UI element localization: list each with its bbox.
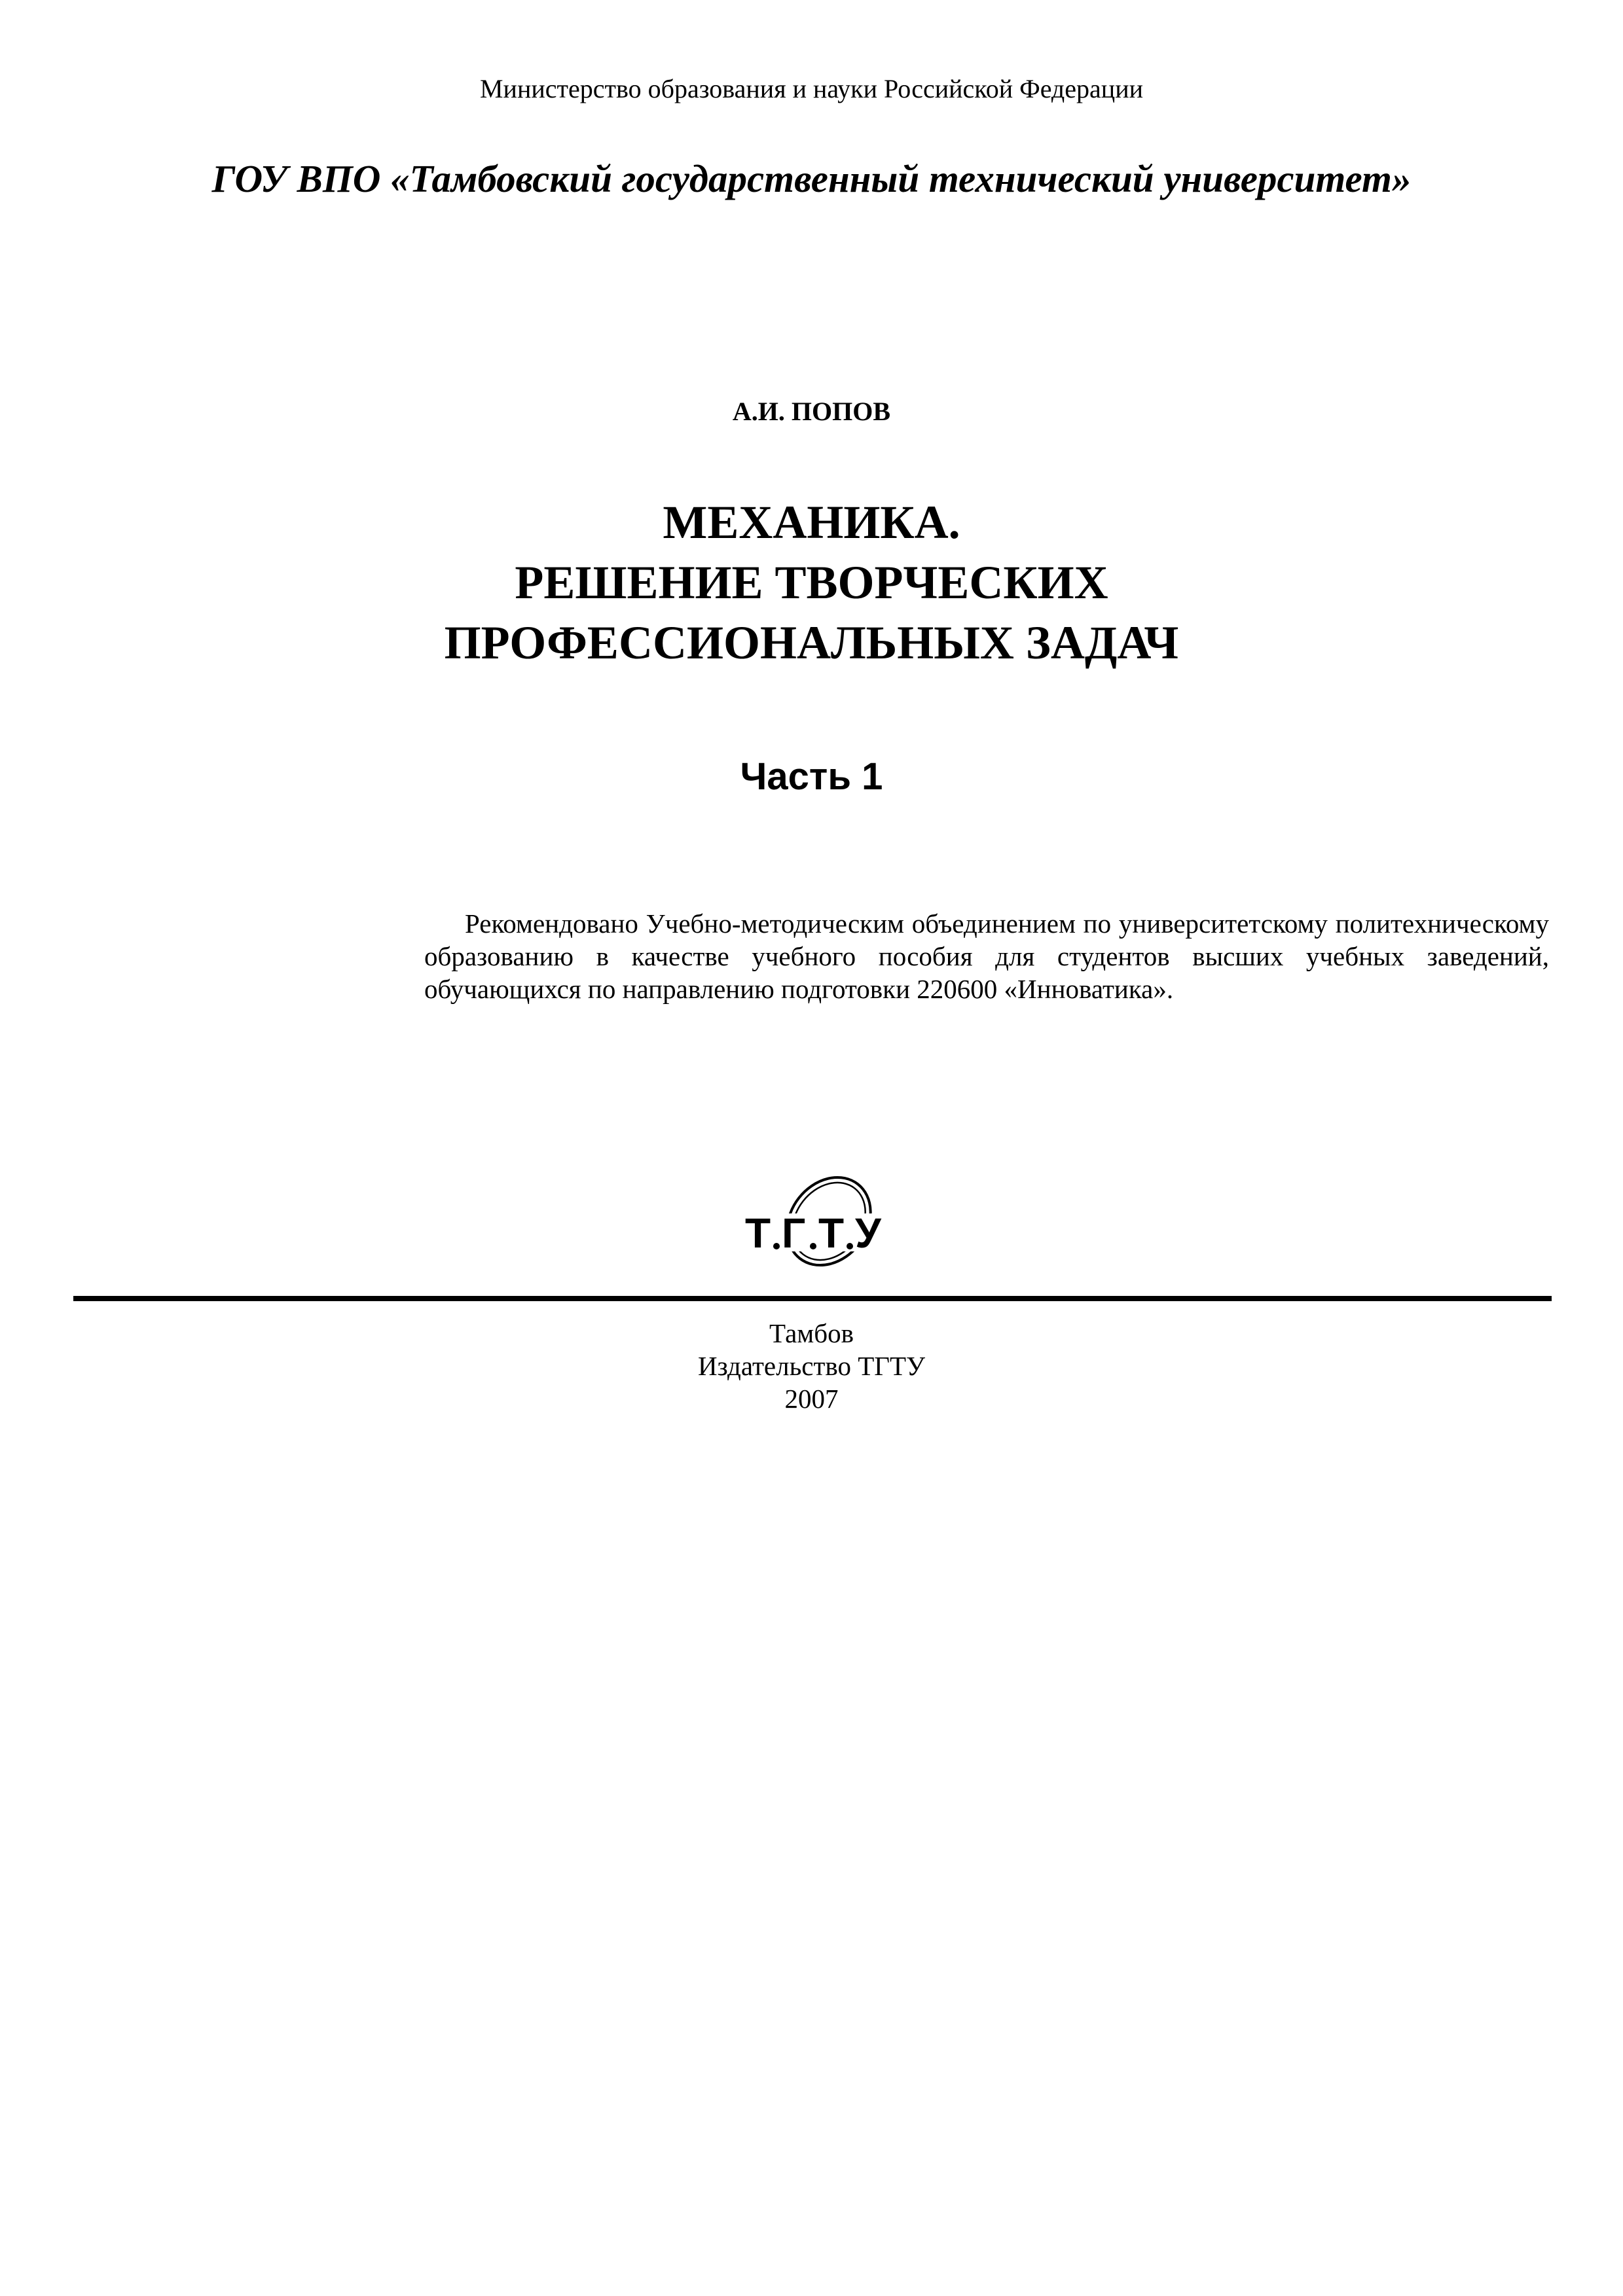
imprint-block — [0, 1317, 1623, 1415]
book-title — [0, 492, 1623, 673]
title-line-2: РЕШЕНИЕ ТВОРЧЕСКИХ — [515, 556, 1108, 609]
author-name: А.И. ПОПОВ — [732, 397, 891, 426]
tgtu-logo-icon — [732, 1166, 902, 1284]
imprint-publisher: Издательство ТГТУ — [697, 1351, 926, 1381]
logo-text: Т Г Т У — [745, 1210, 884, 1257]
recommendation-paragraph: Рекомендовано Учебно-методическим объединением по университетскому политехническому образованию в качестве учебного пособия для студентов высших учебных заведений, обучающихся по направлению подготовки 220600 «Инноватика». — [424, 908, 1549, 1004]
title-line-1: МЕХАНИКА. — [663, 496, 960, 548]
ministry-heading: Министерство образования и науки Российской Федерации — [479, 74, 1144, 103]
imprint-city: Тамбов — [769, 1318, 854, 1348]
imprint-year: 2007 — [784, 1384, 839, 1414]
part-number: Часть 1 — [740, 755, 883, 798]
title-line-3: ПРОФЕССИОНАЛЬНЫХ ЗАДАЧ — [444, 617, 1179, 669]
university-heading: ГОУ ВПО «Тамбовский государственный технический университет» — [211, 157, 1412, 200]
horizontal-rule — [73, 1296, 1552, 1301]
